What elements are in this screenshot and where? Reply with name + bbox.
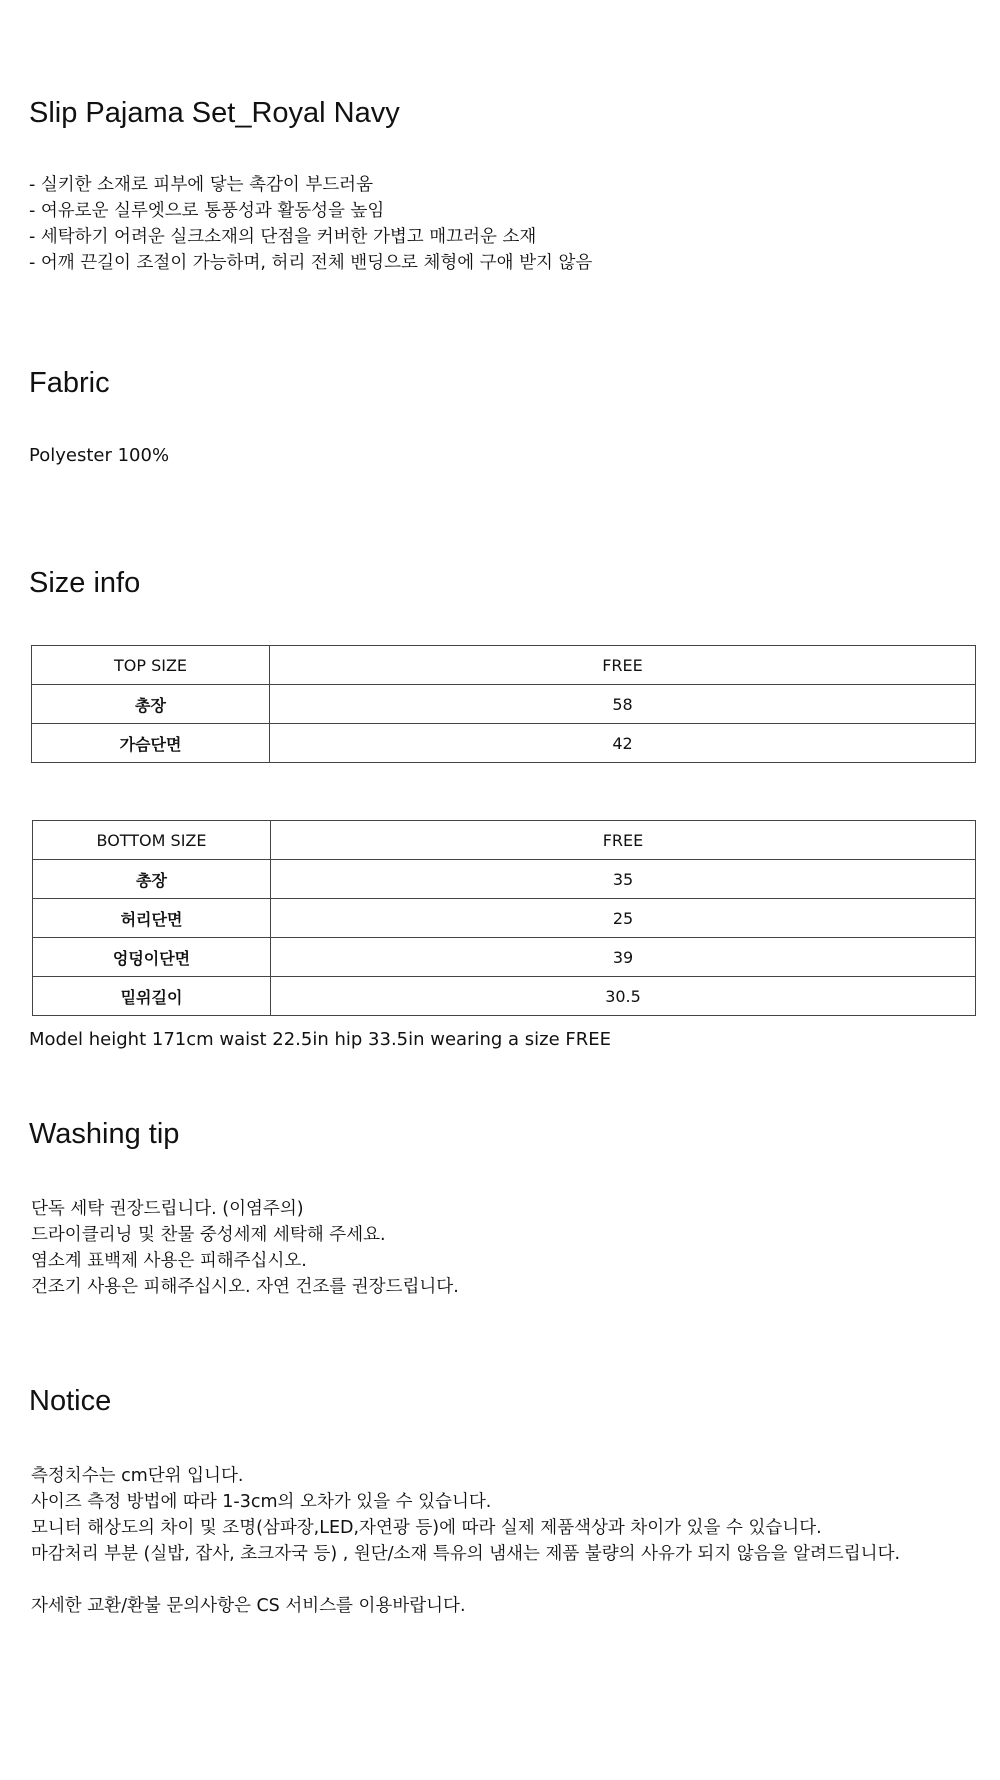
washing-tip-heading: Washing tip bbox=[29, 1118, 180, 1150]
table-cell: 42 bbox=[270, 724, 976, 763]
table-row bbox=[32, 685, 976, 724]
table-cell: 58 bbox=[270, 685, 976, 724]
washing-line: 염소계 표백제 사용은 피해주십시오. bbox=[31, 1251, 307, 1271]
notice-cs-line: 자세한 교환/환불 문의사항은 CS 서비스를 이용바랍니다. bbox=[31, 1596, 466, 1616]
table-row-label: 총장 bbox=[32, 685, 270, 724]
feature-line: - 여유로운 실루엣으로 통풍성과 활동성을 높임 bbox=[29, 201, 385, 221]
feature-line: - 어깨 끈길이 조절이 가능하며, 허리 전체 밴딩으로 체형에 구애 받지 않음 bbox=[29, 253, 593, 273]
table-row-label: 허리단면 bbox=[33, 899, 271, 938]
washing-line: 드라이클리닝 및 찬물 중성세제 세탁해 주세요. bbox=[31, 1225, 386, 1245]
notice-spacer bbox=[31, 1567, 900, 1593]
washing-tip-list bbox=[31, 1196, 459, 1300]
model-note: Model height 171cm waist 22.5in hip 33.5in wearing a size FREE bbox=[29, 1029, 612, 1050]
feature-line: - 세탁하기 어려운 실크소재의 단점을 커버한 가볍고 매끄러운 소재 bbox=[29, 227, 537, 247]
table-header-cell: FREE bbox=[270, 646, 976, 685]
table-row bbox=[32, 724, 976, 763]
table-row-label: 총장 bbox=[33, 860, 271, 899]
notice-line: 모니터 해상도의 차이 및 조명(삼파장,LED,자연광 등)에 따라 실제 제품색상과 차이가 있을 수 있습니다. bbox=[31, 1518, 822, 1538]
table-row-label: 가슴단면 bbox=[32, 724, 270, 763]
table-cell: 35 bbox=[271, 860, 976, 899]
table-row bbox=[33, 938, 976, 977]
fabric-value: Polyester 100% bbox=[29, 445, 170, 466]
table-cell: 30.5 bbox=[271, 977, 976, 1016]
product-title: Slip Pajama Set_Royal Navy bbox=[29, 97, 400, 129]
size-info-heading: Size info bbox=[29, 567, 141, 599]
table-header-cell: FREE bbox=[271, 821, 976, 860]
notice-line: 사이즈 측정 방법에 따라 1-3cm의 오차가 있을 수 있습니다. bbox=[31, 1492, 492, 1512]
bottom-size-table bbox=[32, 820, 976, 1016]
table-row-label: 밑위길이 bbox=[33, 977, 271, 1016]
feature-line: - 실키한 소재로 피부에 닿는 촉감이 부드러움 bbox=[29, 175, 373, 195]
table-row bbox=[33, 977, 976, 1016]
feature-list bbox=[29, 172, 592, 276]
table-cell: 39 bbox=[271, 938, 976, 977]
washing-line: 건조기 사용은 피해주십시오. 자연 건조를 권장드립니다. bbox=[31, 1277, 459, 1297]
notice-heading: Notice bbox=[29, 1385, 112, 1417]
table-row bbox=[33, 899, 976, 938]
table-header-row bbox=[33, 821, 976, 860]
table-cell: 25 bbox=[271, 899, 976, 938]
top-size-table bbox=[31, 645, 976, 763]
table-header-cell: BOTTOM SIZE bbox=[33, 821, 271, 860]
table-row-label: 엉덩이단면 bbox=[33, 938, 271, 977]
table-header-cell: TOP SIZE bbox=[32, 646, 270, 685]
washing-line: 단독 세탁 권장드립니다. (이염주의) bbox=[31, 1199, 304, 1219]
fabric-heading: Fabric bbox=[29, 367, 110, 399]
table-row bbox=[33, 860, 976, 899]
table-header-row bbox=[32, 646, 976, 685]
notice-line: 측정치수는 cm단위 입니다. bbox=[31, 1466, 244, 1486]
notice-list bbox=[31, 1463, 900, 1619]
notice-line: 마감처리 부분 (실밥, 잡사, 초크자국 등) , 원단/소재 특유의 냄새는 제품 불량의 사유가 되지 않음을 알려드립니다. bbox=[31, 1544, 901, 1564]
